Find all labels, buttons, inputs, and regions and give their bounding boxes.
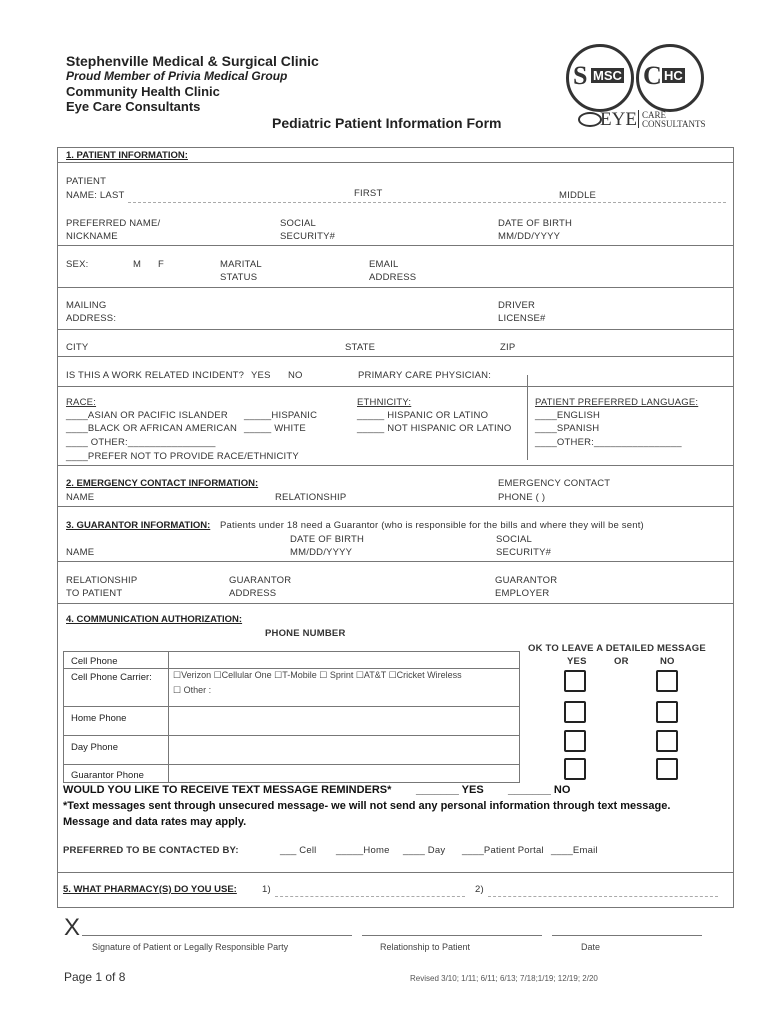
carrier-options[interactable]: ☐Verizon ☐Cellular One ☐T-Mobile ☐ Sprint ☐AT&T ☐Cricket Wireless <box>173 670 462 680</box>
ec-phone-field[interactable]: PHONE ( ) <box>498 492 546 503</box>
form-top-border <box>57 147 734 148</box>
sex-label: SEX: <box>66 259 89 270</box>
ethnicity-hispanic-option[interactable]: _____ HISPANIC OR LATINO <box>357 410 489 421</box>
dob-label: DATE OF BIRTH <box>498 218 573 229</box>
day-yes-checkbox[interactable] <box>564 730 586 752</box>
day-phone-label: Day Phone <box>71 742 119 753</box>
section3-heading: 3. GUARANTOR INFORMATION: <box>66 520 211 531</box>
patient-name-field[interactable] <box>128 202 726 203</box>
ethnicity-not-hispanic-option[interactable]: _____ NOT HISPANIC OR LATINO <box>357 423 512 434</box>
relationship-label: Relationship to Patient <box>380 942 471 952</box>
text-message-note: *Text messages sent through unsecured message- we will not send any personal information through text message. Message and data rates may apply. <box>63 800 671 828</box>
email-label: EMAIL <box>369 259 399 270</box>
form-title: Pediatric Patient Information Form <box>272 115 502 131</box>
mailing-label-2: ADDRESS: <box>66 313 117 324</box>
signature-x-mark: X <box>64 914 81 941</box>
cell-phone-label: Cell Phone <box>71 656 118 667</box>
dob-format-label: MM/DD/YYYY <box>498 231 561 242</box>
pharmacy-2-field[interactable] <box>488 896 718 897</box>
g-relationship-label-2: TO PATIENT <box>66 588 123 599</box>
pharmacy-1-label: 1) <box>262 884 271 895</box>
date-label: Date <box>581 942 601 952</box>
city-label: CITY <box>66 342 89 353</box>
pcp-label: PRIMARY CARE PHYSICIAN: <box>358 370 492 381</box>
date-line[interactable] <box>552 935 702 936</box>
guarantor-no-checkbox[interactable] <box>656 758 678 780</box>
race-white-option[interactable]: _____ WHITE <box>244 423 306 434</box>
race-black-option[interactable]: ____BLACK OR AFRICAN AMERICAN <box>66 423 238 434</box>
pref-email-option[interactable]: ____Email <box>551 845 598 856</box>
g-dob-format: MM/DD/YYYY <box>290 547 353 558</box>
first-label: FIRST <box>354 188 383 199</box>
lang-other-option[interactable]: ____OTHER:________________ <box>535 437 682 448</box>
signature-label: Signature of Patient or Legally Responsible Party <box>92 942 289 952</box>
race-label: RACE: <box>66 397 97 408</box>
preferred-contact-label: PREFERRED TO BE CONTACTED BY: <box>63 845 239 856</box>
sex-f-option[interactable]: F <box>158 259 165 270</box>
home-yes-checkbox[interactable] <box>564 701 586 723</box>
g-dob-label: DATE OF BIRTH <box>290 534 365 545</box>
ec-phone-label: EMERGENCY CONTACT <box>498 478 611 489</box>
home-phone-label: Home Phone <box>71 713 127 724</box>
cell-yes-checkbox[interactable] <box>564 670 586 692</box>
pref-home-option[interactable]: _____Home <box>336 845 390 856</box>
ec-relationship-label: RELATIONSHIP <box>275 492 347 503</box>
guarantor-phone-label: Guarantor Phone <box>71 770 144 781</box>
patient-label: PATIENT <box>66 176 107 187</box>
clinic-name-1: Stephenville Medical & Surgical Clinic <box>66 53 319 69</box>
g-ssn-label: SOCIAL <box>496 534 533 545</box>
eye-icon <box>578 112 602 127</box>
ec-name-label: NAME <box>66 492 95 503</box>
race-hispanic-option[interactable]: _____HISPANIC <box>244 410 318 421</box>
nickname-label: NICKNAME <box>66 231 118 242</box>
ssn-label: SOCIAL <box>280 218 317 229</box>
member-text: Proud Member of Privia Medical Group <box>66 69 288 83</box>
no-header: NO <box>660 656 675 667</box>
section2-heading: 2. EMERGENCY CONTACT INFORMATION: <box>66 478 259 489</box>
pref-portal-option[interactable]: ____Patient Portal <box>462 845 544 856</box>
license-label: LICENSE# <box>498 313 546 324</box>
section4-heading: 4. COMMUNICATION AUTHORIZATION: <box>66 614 243 625</box>
text-yes-option[interactable]: _______ YES <box>416 784 484 796</box>
race-prefer-not-option[interactable]: ____PREFER NOT TO PROVIDE RACE/ETHNICITY <box>66 451 299 462</box>
sex-m-option[interactable]: M <box>133 259 142 270</box>
guarantor-note: Patients under 18 need a Guarantor (who is responsible for the bills and where they will be sent) <box>220 520 644 531</box>
revision-text: Revised 3/10; 1/11; 6/11; 6/13; 7/18;1/19; 12/19; 2/20 <box>410 974 598 983</box>
email-label-2: ADDRESS <box>369 272 417 283</box>
middle-label: MIDDLE <box>559 190 597 201</box>
carrier-other-option[interactable]: ☐ Other : <box>173 685 212 695</box>
section1-heading: 1. PATIENT INFORMATION: <box>66 150 188 161</box>
phone-number-header: PHONE NUMBER <box>265 628 346 639</box>
name-last-label: NAME: LAST <box>66 190 125 201</box>
race-other-option[interactable]: ____ OTHER:________________ <box>66 437 216 448</box>
cell-no-checkbox[interactable] <box>656 670 678 692</box>
form-left-border <box>57 147 58 907</box>
driver-label: DRIVER <box>498 300 536 311</box>
pref-day-option[interactable]: ____ Day <box>403 845 446 856</box>
marital-label: MARITAL <box>220 259 262 270</box>
page-number: Page 1 of 8 <box>64 970 126 984</box>
signature-line[interactable] <box>82 935 352 936</box>
day-no-checkbox[interactable] <box>656 730 678 752</box>
g-address-label-2: ADDRESS <box>229 588 277 599</box>
pref-cell-option[interactable]: ___ Cell <box>280 845 317 856</box>
ssn-label-2: SECURITY# <box>280 231 336 242</box>
section5-heading: 5. WHAT PHARMACY(S) DO YOU USE: <box>63 884 237 895</box>
lang-spanish-option[interactable]: ____SPANISH <box>535 423 600 434</box>
ok-leave-header: OK TO LEAVE A DETAILED MESSAGE <box>528 643 706 654</box>
clinic-name-2: Community Health Clinic <box>66 84 220 99</box>
g-employer-label-2: EMPLOYER <box>495 588 550 599</box>
language-label: PATIENT PREFERRED LANGUAGE: <box>535 397 699 408</box>
work-no-option[interactable]: NO <box>288 370 303 381</box>
g-address-label: GUARANTOR <box>229 575 292 586</box>
marital-label-2: STATUS <box>220 272 258 283</box>
home-no-checkbox[interactable] <box>656 701 678 723</box>
preferred-name-label: PREFERRED NAME/ <box>66 218 161 229</box>
state-label: STATE <box>345 342 376 353</box>
pharmacy-2-label: 2) <box>475 884 484 895</box>
zip-label: ZIP <box>500 342 516 353</box>
lang-english-option[interactable]: ____ENGLISH <box>535 410 601 421</box>
work-related-label: IS THIS A WORK RELATED INCIDENT? <box>66 370 245 381</box>
form-right-border <box>733 147 734 907</box>
pharmacy-1-field[interactable] <box>275 896 465 897</box>
g-name-label: NAME <box>66 547 95 558</box>
ethnicity-label: ETHNICITY: <box>357 397 412 408</box>
g-employer-label: GUARANTOR <box>495 575 558 586</box>
work-yes-option[interactable]: YES <box>251 370 271 381</box>
or-header: OR <box>614 656 629 667</box>
mailing-label: MAILING <box>66 300 107 311</box>
text-no-option[interactable]: _______ NO <box>508 784 571 796</box>
yes-header: YES <box>567 656 587 667</box>
race-asian-option[interactable]: ____ASIAN OR PACIFIC ISLANDER <box>66 410 228 421</box>
g-ssn-label-2: SECURITY# <box>496 547 552 558</box>
guarantor-yes-checkbox[interactable] <box>564 758 586 780</box>
g-relationship-label: RELATIONSHIP <box>66 575 138 586</box>
carrier-label: Cell Phone Carrier: <box>71 672 152 683</box>
clinic-name-3: Eye Care Consultants <box>66 99 201 114</box>
text-reminder-question: WOULD YOU LIKE TO RECEIVE TEXT MESSAGE REMINDERS* <box>63 784 392 796</box>
relationship-line[interactable] <box>362 935 542 936</box>
